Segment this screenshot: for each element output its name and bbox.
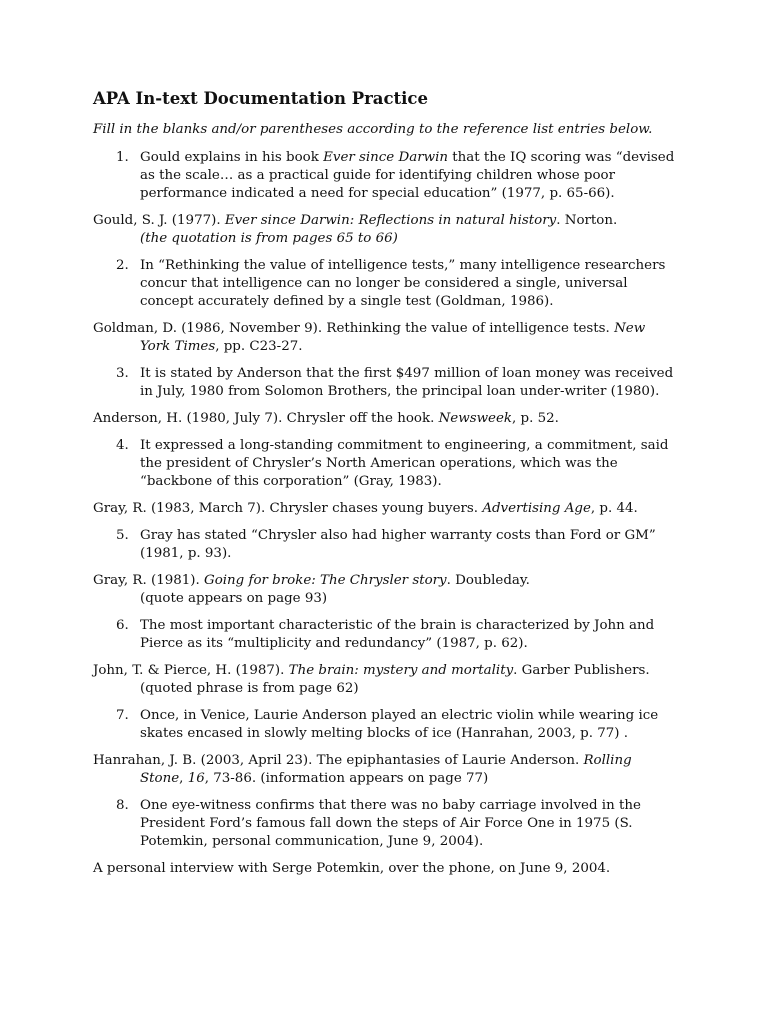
item-number: 2. — [116, 258, 129, 273]
item-text: The most important characteristic of the brain is characterized by John and Pierce as its “multiplicity and redundancy” (1987, p. 62). — [140, 618, 655, 651]
list-item — [93, 797, 678, 851]
reference-entry: Gray, R. (1981). Going for broke: The Chrysler story. Doubleday. (quote appears on page 93) — [93, 572, 678, 608]
item-number: 5. — [116, 528, 129, 543]
reference-entry: A personal interview with Serge Potemkin, over the phone, on June 9, 2004. — [93, 861, 611, 876]
reference-note: (quoted phrase is from page 62) — [140, 681, 359, 696]
item-number: 4. — [116, 438, 129, 453]
item-number: 7. — [116, 708, 129, 723]
reference-entry: John, T. & Pierce, H. (1987). The brain: mystery and mortality. Garber Publishers. (quoted phrase is from page 62) — [93, 662, 678, 698]
list-item — [93, 437, 678, 491]
item-text: One eye-witness confirms that there was no baby carriage involved in the President Ford’s famous fall down the steps of Air Force One in 1975 (S. Potemkin, personal communication, June 9, 2004). — [140, 798, 641, 849]
list-item — [93, 149, 678, 203]
item-text: Gould explains in his book Ever since Darwin that the IQ scoring was “devised as the scale… as a practical guide for identifying children whose poor performance indicated a need for special education” (1977, p. 65-66). — [140, 150, 675, 201]
page-title: APA In-text Documentation Practice — [93, 89, 428, 108]
item-number: 8. — [116, 798, 129, 813]
item-text: In “Rethinking the value of intelligence tests,” many intelligence researchers concur that intelligence can no longer be considered a single, universal concept accurately defined by a single test (Goldman, 1986). — [140, 258, 666, 309]
item-number: 6. — [116, 618, 129, 633]
instructions: Fill in the blanks and/or parentheses according to the reference list entries below. — [93, 122, 653, 137]
reference-entry: Anderson, H. (1980, July 7). Chrysler off the hook. Newsweek, p. 52. — [93, 411, 559, 426]
list-item — [93, 617, 678, 653]
reference-entry: Hanrahan, J. B. (2003, April 23). The epiphantasies of Laurie Anderson. Rolling Stone, 16, 73-86. (information appears on page 77) — [93, 753, 632, 786]
reference-entry: Gray, R. (1983, March 7). Chrysler chases young buyers. Advertising Age, p. 44. — [93, 501, 638, 516]
item-number: 3. — [116, 366, 129, 381]
reference-entry: Gould, S. J. (1977). Ever since Darwin: Reflections in natural history. Norton. (the quotation is from pages 65 to 66) — [93, 212, 678, 248]
list-item — [93, 257, 678, 311]
item-text: Once, in Venice, Laurie Anderson played an electric violin while wearing ice skates encased in slowly melting blocks of ice (Hanrahan, 2003, p. 77) . — [140, 708, 659, 741]
list-item — [93, 365, 678, 401]
list-item — [93, 527, 678, 563]
item-number: 1. — [116, 150, 129, 165]
item-text: It expressed a long-standing commitment to engineering, a commitment, said the president of Chrysler’s North American operations, which was the “backbone of this corporation” (Gray, 1983). — [140, 438, 669, 489]
item-text: Gray has stated “Chrysler also had higher warranty costs than Ford or GM” (1981, p. 93). — [140, 528, 656, 561]
item-text: It is stated by Anderson that the first $497 million of loan money was received in July, 1980 from Solomon Brothers, the principal loan under-writer (1980). — [140, 366, 674, 399]
reference-note: (the quotation is from pages 65 to 66) — [140, 231, 398, 246]
list-item — [93, 707, 678, 743]
reference-entry: Goldman, D. (1986, November 9). Rethinking the value of intelligence tests. New York Times, pp. C23-27. — [93, 321, 646, 354]
reference-note: (quote appears on page 93) — [140, 591, 328, 606]
